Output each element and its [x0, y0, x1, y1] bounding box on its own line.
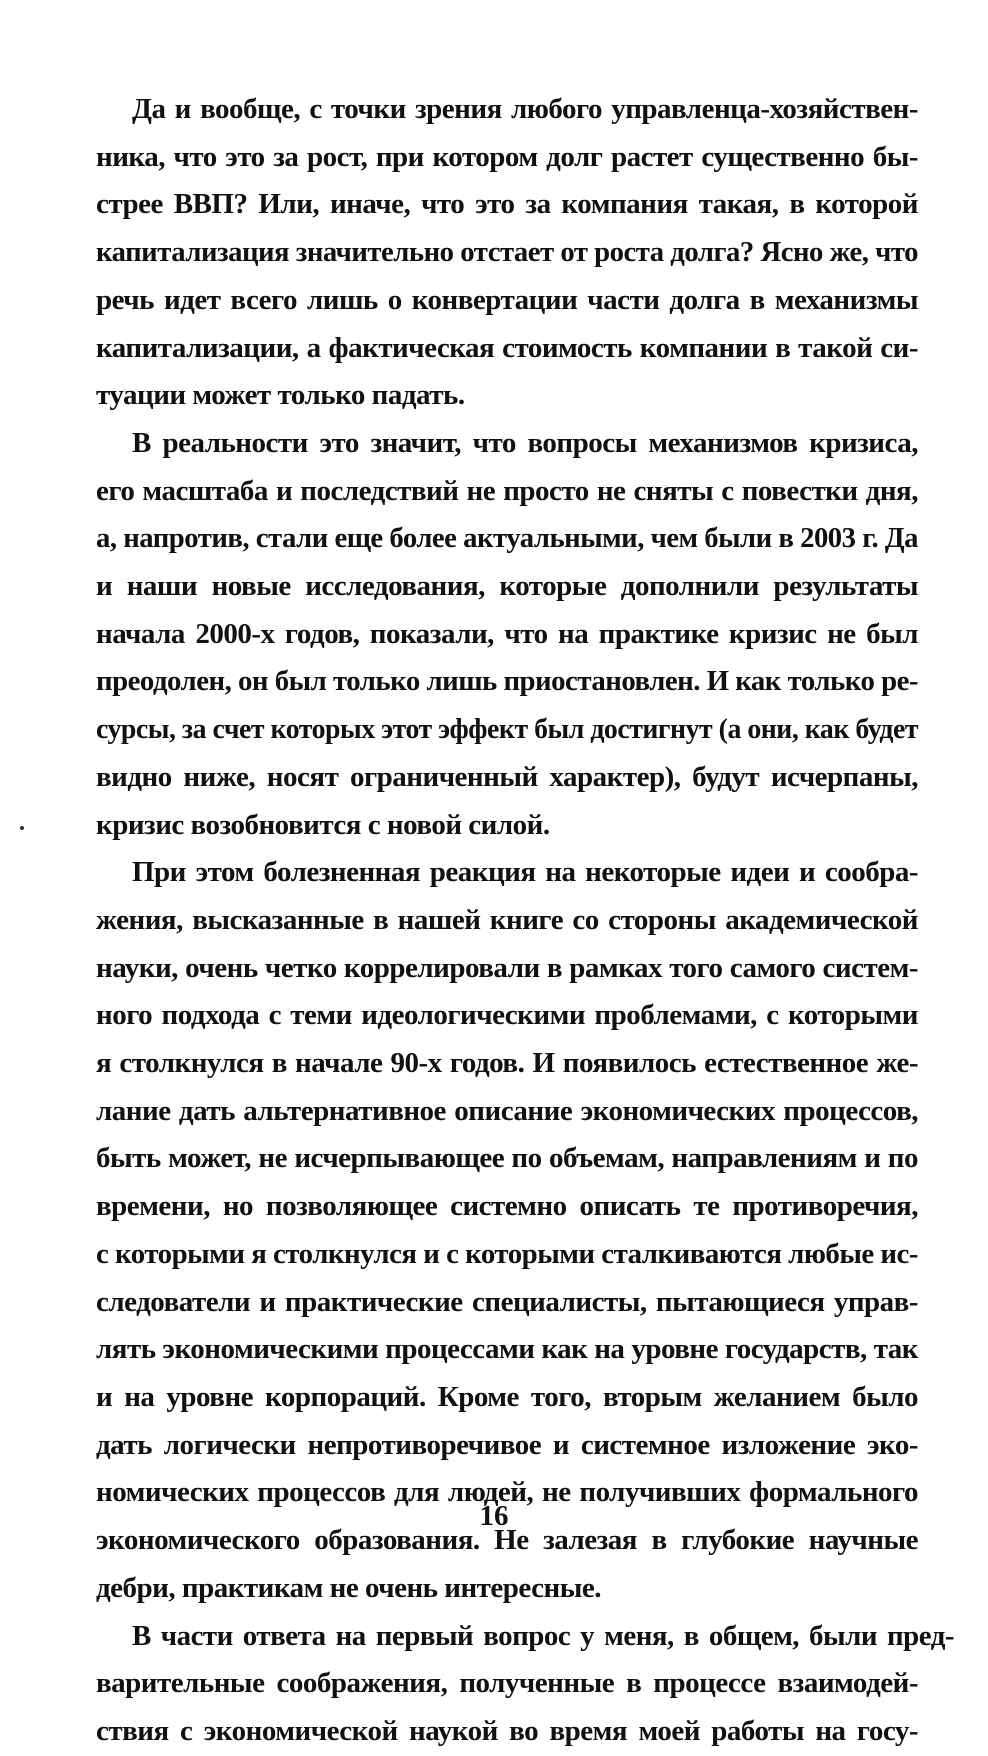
text-line: начала 2000-х годов, показали, что на практике кризис не был — [96, 617, 918, 650]
text-line: ствия с экономической наукой во время моей работы на госу- — [96, 1714, 918, 1747]
paragraph-1 — [96, 86, 918, 420]
text-line: номических процессов для людей, не получивших формального — [96, 1476, 918, 1509]
text-line: с которыми я столкнулся и с которыми сталкиваются любые ис- — [96, 1237, 918, 1270]
text-line: его масштаба и последствий не просто не сняты с повестки дня, — [96, 474, 918, 507]
text-line: я столкнулся в начале 90-х годов. И появилось естественное же- — [96, 1047, 918, 1080]
text-line: науки, очень четко коррелировали в рамках того самого систем- — [96, 951, 918, 984]
text-line: экономического образования. Не залезая в глубокие научные — [96, 1524, 918, 1557]
text-line: В части ответа на первый вопрос у меня, в общем, были пред- — [131, 1619, 954, 1652]
text-line: жения, высказанные в нашей книге со стороны академической — [96, 903, 918, 936]
text-line: капитализация значительно отстает от роста долга? Ясно же, что — [96, 236, 918, 269]
text-line: лание дать альтернативное описание экономических процессов, — [96, 1094, 918, 1127]
text-line: Да и вообще, с точки зрения любого управленца-хозяйствен- — [132, 93, 918, 125]
paragraph-4 — [96, 1613, 954, 1756]
text-line: варительные соображения, полученные в процессе взаимодей- — [96, 1667, 918, 1700]
text-line: и наши новые исследования, которые дополнили результаты — [96, 570, 918, 603]
text-line: В реальности это значит, что вопросы механизмов кризиса, — [132, 426, 918, 459]
text-line: речь идет всего лишь о конвертации части долга в механизмы — [96, 283, 918, 316]
text-line: дебри, практикам не очень интересные. — [96, 1571, 601, 1604]
text-line: стрее ВВП? Или, иначе, что это за компания такая, в которой — [96, 188, 918, 221]
text-line: ника, что это за рост, при котором долг растет существенно бы- — [96, 140, 918, 173]
text-line: видно ниже, носят ограниченный характер), будут исчерпаны, — [96, 760, 918, 793]
text-line: и на уровне корпораций. Кроме того, вторым желанием было — [96, 1380, 918, 1413]
ink-speck — [20, 826, 24, 830]
text-line: При этом болезненная реакция на некоторые идеи и сообра- — [132, 856, 918, 889]
text-line: капитализации, а фактическая стоимость компании в такой си- — [96, 331, 918, 364]
text-line: а, напротив, стали еще более актуальными, чем были в 2003 г. Да — [96, 522, 918, 555]
text-line: лять экономическими процессами как на уровне государств, так — [96, 1333, 918, 1366]
text-line: сурсы, за счет которых этот эффект был достигнут (а они, как будет — [96, 713, 918, 746]
paragraph-2 — [96, 420, 918, 849]
text-line: быть может, не исчерпывающее по объемам, направлениям и по — [96, 1142, 918, 1175]
text-line: дать логически непротиворечивое и системное изложение эко- — [96, 1428, 918, 1461]
page-number: 16 — [479, 1500, 509, 1532]
text-line: преодолен, он был только лишь приостановлен. И как только ре- — [96, 665, 918, 698]
text-line: следователи и практические специалисты, пытающиеся управ- — [96, 1285, 918, 1318]
paragraph-3 — [96, 849, 918, 1612]
text-line: туации может только падать. — [96, 379, 465, 412]
text-line: кризис возобновится с новой силой. — [96, 808, 550, 841]
text-line: ного подхода с теми идеологическими проблемами, с которыми — [96, 999, 918, 1032]
text-line: времени, но позволяющее системно описать те противоречия, — [96, 1190, 918, 1223]
